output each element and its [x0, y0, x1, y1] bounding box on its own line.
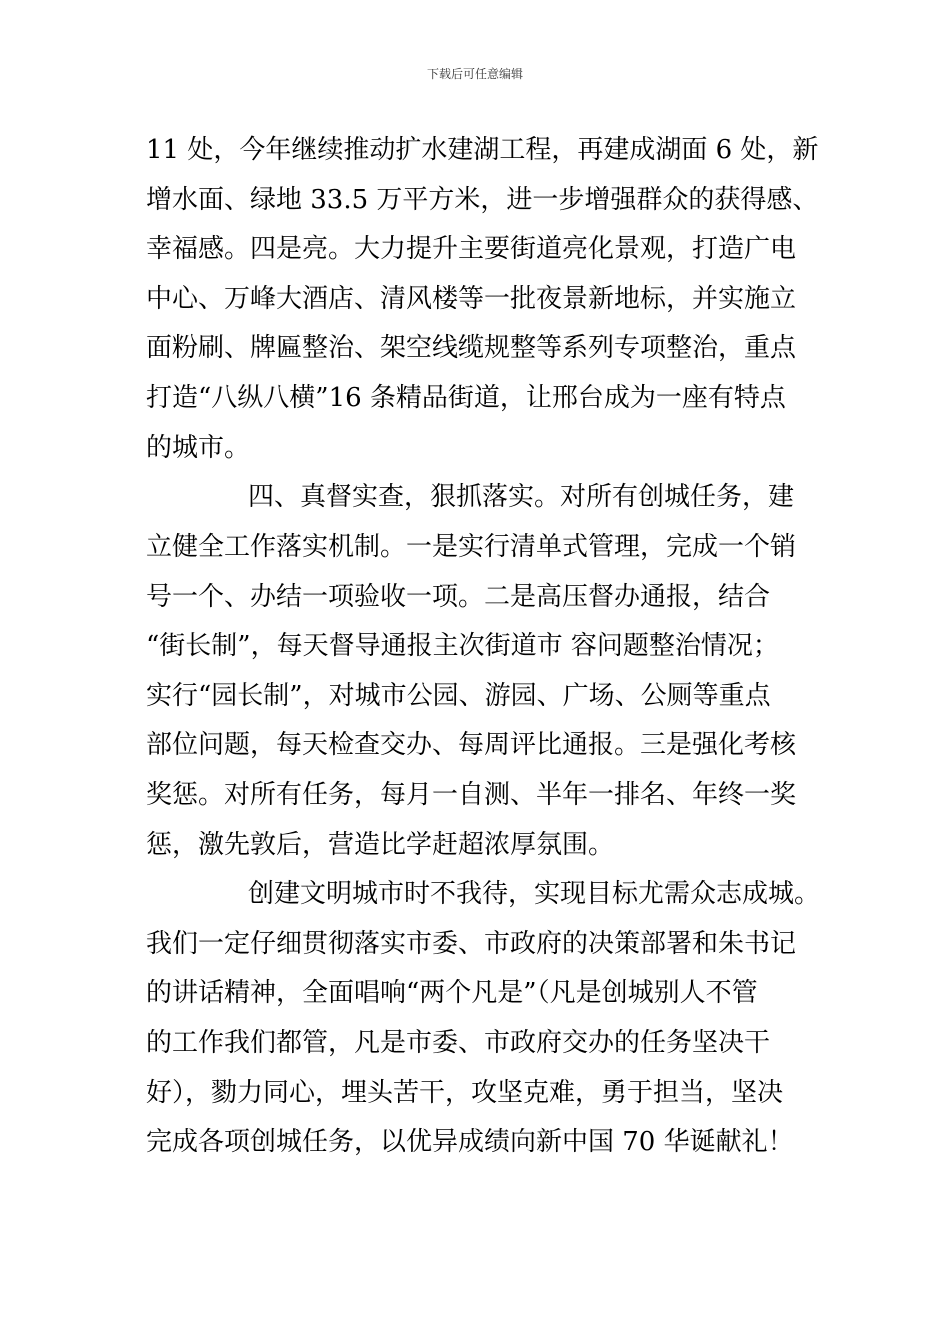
text-line: “街长制”，每天督导通报主次街道市 容问题整治情况；	[146, 631, 779, 661]
text-line: 立健全工作落实机制。一是实行清单式管理，完成一个销	[146, 532, 797, 562]
text-line: 实行“园长制”，对城市公园、游园、广场、公厕等重点	[146, 681, 771, 711]
text-line: 的讲话精神，全面唱响“两个凡是”（凡是创城别人不管	[146, 978, 758, 1008]
text-line: 的工作我们都管，凡是市委、市政府交办的任务坚决干	[146, 1028, 771, 1058]
text-line: 增水面、绿地 33.5 万平方米，进一步增强群众的获得感、	[146, 185, 819, 215]
text-line: 幸福感。四是亮。大力提升主要街道亮化景观，打造广电	[146, 234, 797, 264]
text-line: 好），勠力同心，埋头苦干，攻坚克难，勇于担当，坚决	[146, 1078, 784, 1108]
text-line: 的城市。	[146, 433, 251, 463]
text-line: 惩，激先敦后，营造比学赶超浓厚氛围。	[146, 830, 615, 860]
page-header: 下载后可任意编辑	[426, 67, 523, 81]
text-line: 完成各项创城任务，以优异成绩向新中国 70 华诞献礼！	[146, 1127, 794, 1157]
text-line: 中心、万峰大酒店、清风楼等一批夜景新地标，并实施立	[146, 284, 797, 314]
paragraph-start-line: 创建文明城市时不我待，实现目标尤需众志成城。	[248, 879, 821, 909]
paragraph-start-line: 四、真督实查，狠抓落实。对所有创城任务，建	[248, 482, 795, 512]
text-line: 奖惩。对所有任务，每月一自测、半年一排名、年终一奖	[146, 780, 797, 810]
text-line: 打造“八纵八横”16 条精品街道，让邢台成为一座有特点	[146, 383, 786, 413]
text-line: 我们一定仔细贯彻落实市委、市政府的决策部署和朱书记	[146, 929, 797, 959]
text-line: 部位问题，每天检查交办、每周评比通报。三是强化考核	[146, 730, 797, 760]
text-line: 号一个、办结一项验收一项。二是高压督办通报，结合	[146, 582, 771, 612]
text-line: 11 处，今年继续推动扩水建湖工程，再建成湖面 6 处，新	[146, 135, 819, 165]
text-line: 面粉刷、牌匾整治、架空线缆规整等系列专项整治，重点	[146, 333, 797, 363]
